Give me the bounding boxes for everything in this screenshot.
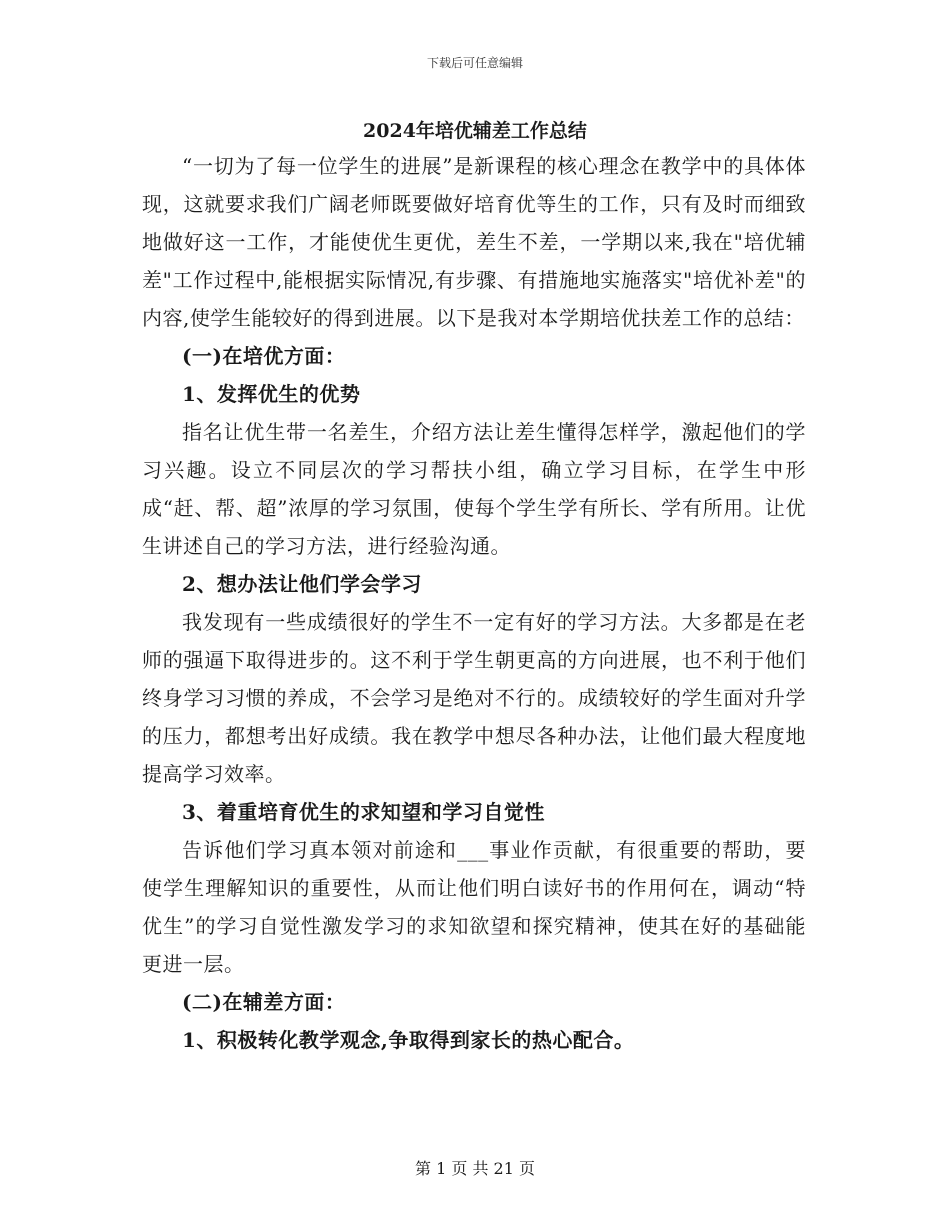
document-title: 2024年培优辅差工作总结 (363, 120, 587, 142)
header-note: 下载后可任意编辑 (426, 56, 523, 70)
intro-paragraph: “一切为了每一位学生的进展”是新课程的核心理念在教学中的具体体现，这就要求我们广阔老师既要做好培育优等生的工作，只有及时而细致地做好这一工作，才能使优生更优，差生不差，一学期以来,我在"培优辅差"工作过程中,能根据实际情况,有步骤、有措施地实施落实"培优补差"的内容,使学生能较好的得到进展。以下是我对本学期培优扶差工作的总结： (142, 154, 806, 330)
item-paragraph-3: 告诉他们学习真本领对前途和___事业作贡献，有很重要的帮助，要使学生理解知识的重要性，从而让他们明白读好书的作用何在，调动“特优生”的学习自觉性激发学习的求知欲望和探究精神，使其在好的基础能更进一层。 (142, 838, 806, 976)
item-heading-3: 3、着重培育优生的求知望和学习自觉性 (182, 800, 545, 824)
item-heading-1: 1、发挥优生的优势 (182, 382, 361, 406)
item-heading-2: 2、想办法让他们学会学习 (182, 572, 422, 596)
section-heading-fucha: (二)在辅差方面： (182, 990, 346, 1014)
section-heading-peiyou: (一)在培优方面： (182, 344, 346, 368)
item-paragraph-2: 我发现有一些成绩很好的学生不一定有好的学习方法。大多都是在老师的强逼下取得进步的。这不利于学生朝更高的方向进展，也不利于他们终身学习习惯的养成，不会学习是绝对不行的。成绩较好的学生面对升学的压力，都想考出好成绩。我在教学中想尽各种办法，让他们最大程度地提高学习效率。 (142, 610, 806, 786)
section2-item-heading-1: 1、积极转化教学观念,争取得到家长的热心配合。 (182, 1028, 635, 1052)
item-paragraph-1: 指名让优生带一名差生，介绍方法让差生懂得怎样学，激起他们的学习兴趣。设立不同层次的学习帮扶小组，确立学习目标，在学生中形成“赶、帮、超”浓厚的学习氛围，使每个学生学有所长、学有所用。让优生讲述自己的学习方法，进行经验沟通。 (142, 420, 806, 558)
page-number: 第 1 页 共 21 页 (415, 1159, 535, 1178)
document-body (142, 147, 806, 1059)
